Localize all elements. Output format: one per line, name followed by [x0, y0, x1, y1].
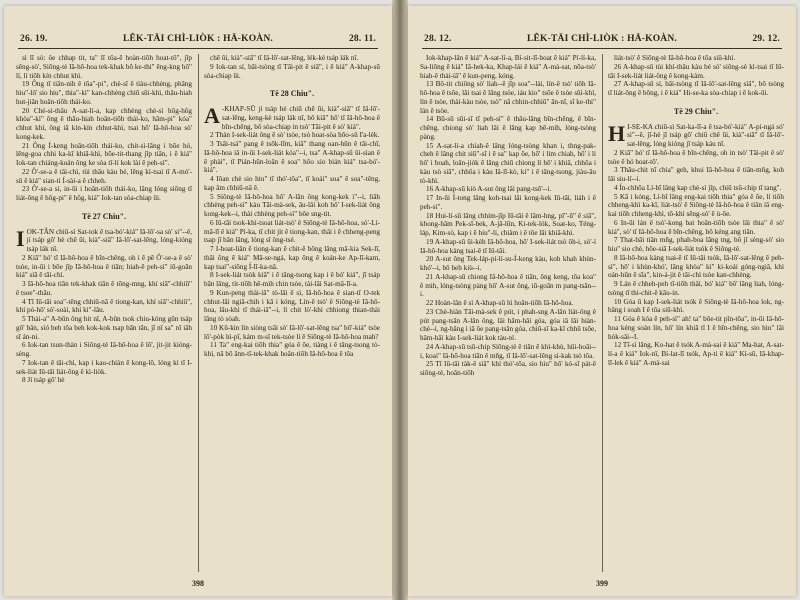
verse-paragraph: 10 Góa ū kap I-sek-liát tsók ê Siōng-tè Iâ-hô-hoa lok, ng-bāng i soah I ê tōa siū-khì.	[608, 297, 784, 315]
verse-paragraph: 25 Tī Iû-tāi tàk-ê siā" khí thó'-tōa, sio hiu" hō' kó-sī pát-ê siōng-tè, hoân-tiōh	[420, 360, 596, 377]
verse-paragraph: 9 Lán ê chheh-peh tī-tiōh thâi, bó' kiá" bô' lâng liah, lóng-tsòng tī thi-chit-ê kâu-in.	[608, 280, 784, 297]
book-gutter	[392, 0, 408, 600]
verse-paragraph: chē ūi, kià"-siā" tī Iâ-lō'-sat-lêng, lék-kè tsáp lák nî.	[210, 54, 359, 62]
verse-paragraph: 4 Tī Iû-tāi soa"-têng chhiū-nâ ê tiong-kan, khí siā"-chhiū", khí pó-hō' sò'-soài, khí ki"-lâu.	[16, 297, 192, 315]
chapter-heading: Tē 28 Chiu".	[269, 89, 315, 99]
verse-paragraph: 9 Iok-tan sí, bāi-tsòng tī Tāi-pit ê siā", i ê kiá" A-khap-sū sòa-chiap ūi.	[204, 62, 380, 80]
right-page	[408, 6, 796, 596]
page-number: 399	[596, 579, 608, 588]
left-page-column-2	[204, 54, 380, 572]
verse-paragraph: liát-tsò' ê Siōng-tè Iâ-hô-hoa ê tōa siū-khì.	[614, 54, 736, 62]
verse-paragraph: 12 Tī-sì lâng, Ko-hat ê tsók A-mà-sai ê kiá" Ma-hat, A-sat-lí-a ê kiá" Iok-nî, Bí-lat-lī tsók, Ap-ti ê kiá" Kì-sū, Iâ-khap-lī-lek ê kiá" A-mà-sai	[608, 341, 784, 367]
verse-paragraph: sì lī sò: ôe chhap tit, ta" lī tôa-ê hoàn-tiōh hoat-tō", jîp sêng-sò', Siōng-tè Iâ-hô-hoa tek-khak bô ke-thi" êng-kng hō" lí, lí tiōh kín chhut khì.	[16, 54, 192, 80]
header-ref-right: 28. 11.	[348, 34, 376, 44]
verse-paragraph: 11 Góa ê kóa ê peh-sì" ah! ta" bōe-tit pîn-tōa", in-ūi Iâ-hô-hoa kéng soán lín, hō' lín khiā tī I ê bīn-chêng, sio hiu" lâi hók-sāi--I.	[608, 315, 784, 341]
verse-paragraph: 2 Kiā" hó' tī Iâ-hô-hoa ê bīn-chêng, oh i ê pē Ô'-se-a ê sò' tsòe, in-ūi i bōe jīp Iâ-hô-hoa ê tiān; hiah-ê peh-sì" iū-goān kiá" siā ê tāi-chì.	[16, 253, 192, 280]
verse-paragraph: 5 Siōng-tè Iâ-hô-hoa hō' A-lân ông kong-kek i"--i, liâh chhèng peh-sì" kàu Tāi-mà-sek, āu-lâi koh hō' I-sek-liát ông kong-kek--i, thài chhèng peh-sì" bōe sng-tit.	[204, 192, 380, 218]
verse-paragraph: 14 Bû-sū sūi-sī tī peh-sì" ê thâu-lâng bīn-chêng, ê bīn-chêng, chiong sò' liah lâi ê lâng kap bē-mih, lóng-tsòng pàng.	[420, 115, 596, 141]
chapter-heading: Tē 27 Chiu".	[81, 211, 127, 221]
verse-paragraph: I-SE-KA chiū-sì Sat-ka-lī-a ê tsa-bó'-kiá" A-pi-ngá só' si"--ê, jī-hè jī tsáp gō' chiū chē ūi, kià"-siā" tī Iâ-lō'-sat-lêng, lóng kióng jī tsáp káu nî.	[627, 122, 784, 148]
verse-paragraph: 13 Bô-tit chiōng sò' liah--ê jîp soa"--lài, lín-ê tsò' tiōh Iâ-hô-hoa ê tsōe, lâi tsai ê lâng tsòe, iáu kio" tsōe ê tsòe sūi-khì, lín ê tsòe, thài-kàu tsòe, tsò" nā chhin-chhiū" ān-nī, sī ke-thi" lán ê tsòe.	[420, 80, 596, 115]
verse-paragraph: 20 A-sut ông Tek-láp-pí-lí-su-Í-keng kàu, koh khah khùn-khó'--i, bô beh kiù--i.	[420, 255, 596, 272]
verse-paragraph: 24 A-khap-sū tsū-chip Siōng-tè ê tiān ê khì-khù, hūi-hoāi--i, koai" Iâ-hô-hoa tiān ê mn̂g, tī Iâ-lō'-sat-lêng sì-kak tsò tōa.	[420, 342, 596, 360]
right-page-column-2	[608, 54, 784, 572]
verse-paragraph: 9 Kun-peng thài-iā" tò-lâi ê sì, Iâ-hô-hoa ê sian-tī O-tek chhut-lâi ngiâ-chih i kā i kóng, Lín-ê tsò' ê Siōng-tè Iâ-hô-hoa, lâu-khì tī thái-iā"--i, lí chit lò'-khì chhiong thian-thài lâng tò sòah.	[204, 288, 380, 323]
verse-paragraph: 19 A-khap-sū ūi-kèh Iâ-hô-hoa, hō' I-sek-liát tsò ōh-i, sò'-ì Iâ-hô-hoa kàng tsai-ē tī Iû-tāi.	[420, 237, 596, 255]
verse-paragraph: 15 A-sat-lí-a chiah-ê lâng lóng-tsòng khan i, thng-pak-cheh ê lâng chit siū"-sī i ê sa" kap ōe, hō' i lim chiah, hō' i li hō' i boah, loân-jiók ê lâng chiū chiong lí hō' i khiâ, chhōa i kàu tsò siā", chhōa i kàu Iâ-lī-kò, ki" i ê tāng-tsong, jiàu-āu tò-khì.	[420, 141, 596, 185]
page-number: 398	[192, 579, 204, 588]
left-page-header	[18, 32, 378, 49]
drop-cap: I	[16, 225, 25, 251]
verse-paragraph: 5 Kā i kóng, Lí-bī lâng eng-kai tiōh thia" góa ê ōe, lí tiōh chheng-khì ka-kī, liát-tsò' ê Siōng-tè Iâ-hô-hoa ê tiān iā eng-kai tiōh chheng-khì, tō-khì sêng-sò' ê ù-ōe.	[608, 192, 784, 218]
verse-paragraph: 6 In-ūi lán ê tsò'-kong bat hoân-tiōh tsòe lâi thia" ê sò' kiá", sò' tī Iâ-hô-hoa ê bīn-chêng, bô kéng ang tiān.	[608, 218, 784, 236]
verse-paragraph: Iok-khap-lân ê kiá" A-sat-lí-a, Bí-sit-lī-boat ê kiá" Pí-lí-ka, Sa-liōng ê kiá" Iâ-hek-ka, Khap-lái ê kiá" A-mà-sat, nōa-tsò' hiah-ê thài-iā" ê kun-peng, kóng.	[420, 54, 596, 80]
verse-paragraph: 5 Thài-a" A-bûn ông hit nî, A-bûn tsok chiu-kóng gūn tsáp gō' bān, sió beh tōa beh kok-kok tsap bān tān, jī nî sa" nî iāh sī án-ni.	[16, 315, 192, 341]
right-page-header	[422, 32, 782, 49]
verse-paragraph: 2 Thàn I-sek-liát ông ê sò' tsòe, tsò hoat-sòa hōo-sū I'a-lèk.	[210, 131, 380, 140]
verse-paragraph: 17 In-ūi Í-tong lâng koh-tsai lâi kong-kek Iû-tāi, liáh i ê peh-sì".	[420, 194, 596, 211]
header-ref-left: 26. 19.	[20, 34, 48, 44]
verse-paragraph: 7 That-bāi tiān mn̂g, phah-boa lāng tng, bô jī sèng-sò' sio hiu" sio chè, hōe-siā I-sek-liát tsók ê Siōng-tè.	[608, 236, 784, 253]
column-rule	[198, 54, 199, 572]
verse-paragraph: 23 Chè-hiàn Tāi-mà-sek ê pút, i phah-sng A-lân liát-ông ê pút pang-tsān A-lân ông, lâi hām-hāi góa, góa iā lâi hiàn-chè--i, ng-bāng i iā ōe pang-tsān góa, chiū-sī ka-kī chhū tsōe, hām-hāi kàu I-sek-liát kok tàu-té.	[420, 307, 596, 342]
verse-paragraph: -KHAP-SŪ jí tsáp hè chiū chē ūi, kià"-siā" tī Iâ-lō'-sat-lêng, keng-kè tsáp lák nî, bô kiâ" hō' tī Iâ-hô-hoa ê bīn-chêng, bô sòa-chiap in tsò' Tāi-pit ê sò' kià".	[221, 105, 380, 131]
left-page-column-1	[16, 54, 192, 572]
verse-paragraph: 3 Iâ-hô-hoa tiān tek-khak tiān ê tōng-mng, khí siā"-chhiū" ê tsoe"-thâu.	[16, 280, 192, 297]
drop-cap: A	[204, 103, 220, 128]
verse-paragraph: 8 Iâ-hô-hoa kàng tsai-ē tī Iû-tāi tsók, Iâ-lō'-sat-lêng ê peh-sì", hō' i khùn-khó', lâng khòa" kì" ki-koái góng-ngiâ, khì oán-hūn ê sīa", kin-á-jit ê tāi-chì tsòe kan-chhèng.	[608, 253, 784, 280]
verse-paragraph: 6 Iok-tan tsun-thàn i Siōng-tè Iâ-hô-hoa ê lō', jit-jit kióng-sèng.	[16, 341, 192, 358]
verse-paragraph: 8 Jí tsáp gō' hè	[22, 376, 65, 385]
verse-paragraph: 3 Thâu-chit nî chia" geh, khui Iâ-hô-hoa ê tiān-mn̂g, koh lâi siu-lí--i.	[608, 166, 784, 183]
verse-paragraph: 23 Ô'-se-a sí, in-ūi i hoân-tiōh thái-ko, lâng lóng siōng tī liát-ông ê hōg-pi" ê hōg, kiá" Iok-tan sòa-chiap ūi.	[16, 185, 192, 202]
verse-paragraph: 22 Hoàn-lân ê sì A-khap-sū lú hoân-tiōh Iâ-hô-hoa.	[426, 299, 574, 307]
verse-paragraph: 18 Hui-lí-sū lâng chhim-jīp Iû-tāi ê lâm-hng, pî"-ū" ê siā", khong-hām Pek-sī-bek, A-jā-lūn, Ki-tek-lók, Soat-ko, Téng-láp, Kim-sò, kap i ê hiu"-lí, chiàm i ê tōe lâi khiā-khì.	[420, 211, 596, 237]
verse-paragraph: 6 Iû-tāi tsok-khì-tsoat liát-tsò' ê Siōng-tè Iâ-hô-hoa, sò'-Lí-mā-lī ê kiá" Pi-ka, tī chit jit ê tiong-kan, thâi i ê chheng-peng tsap jī bān lâng, lóng sī ông-tsé.	[204, 218, 380, 245]
header-ref-right: 29. 12.	[752, 34, 780, 44]
running-title: LÊK-TĀI CHÌ-LIÒK : HĀ-KOÀN.	[122, 34, 274, 44]
verse-paragraph: 19 Ông tī tiān-nih ê tōa"-pi", chè-sī ê tiàu-chhèng, phâng hiu"-lô' sio hiu", thia"-kì" kan-chhèng chiū sūi-khì, thâu-hiah hut-jiân hoân-tiōh thái-ko.	[16, 80, 192, 106]
verse-paragraph: 10 Kū-kin lín siòng tsāi sò' Iâ-lō'-sat-lêng tsa" bō'-kiá" tsòe lô'-pòk lú-pī, kám m-sī tek-tsòe lí ê Siōng-tè Iâ-hô-hoa mah?	[204, 323, 380, 341]
column-rule	[602, 54, 603, 572]
verse-paragraph: 8 I-sek-liát tsòk kiâ" i ê tāng-tsong kap i ê bó' kiá", jī tsáp bān lâng, tit-tiōh hē-mih chin tsòe, tài-lâi Sat-mâ-lī-a.	[204, 271, 380, 288]
left-page	[4, 6, 392, 596]
drop-cap: H	[608, 120, 626, 146]
verse-paragraph: 7 I-hoat-liân ê tiong-kan ê chit-ê bōng lâng mâ-kia Sek-lī, thâi ông ê kiá" Mâ-se-ngá, kap ông ê koán-ke Ap-lī-kam, kap tsai"-siōng Í-lī-ka-nâ.	[204, 245, 380, 271]
verse-paragraph: 4 Iôan chè sio hiu" tī thó'-tōa", tī koái" soa" ē soa"-têng, kap âm chhiū-nâ ē.	[204, 175, 380, 192]
header-ref-left: 28. 12.	[424, 34, 452, 44]
verse-paragraph: 22 Ô'-se-a ê tāi-chì, tùi thâu kàu bé, lêng kì-tsai tī A-mò'-sū ê kiá" sian-ti Í-sài-a ê chheh.	[16, 167, 192, 185]
verse-paragraph: 3 Tsāi-tsá" pang ê tsōk-līm, kiâ" thang oan-hūn ê tāi-chī, Iâ-hô-hoa iā in-ūi I-sek-liát kóa"--i, tsa" A-khap-sū ûi-sian ê ê phài", tī Pián-hûn-loân ê soa" hōo sio bián kiá" tsa-bó'-kiá".	[204, 140, 380, 175]
verse-paragraph: 4 Ín-chhōa Lí-bī lâng kap chè-sì jīp, chiū tsū-chip tī tang".	[614, 183, 782, 192]
chapter-heading: Tē 29 Chiu".	[673, 106, 719, 116]
verse-paragraph: 27 A-khap-sū sí, bāi-tsòng tī Iâ-lō'-sat-lêng siā", bô tsòng tī liát-ông ê bōng, i ê kiá" Hi-se-ka sòa-chiap i ê kok-ūi.	[608, 80, 784, 97]
verse-paragraph: 11 Ta" eng-kai tiōh thia" góa ê ōe, tiàng i ê tāng-tsong tò-khì, nā bô ânn-tī-tek-khak hoân-tiōh Iâ-hô-hoa ê tōa	[204, 341, 380, 358]
verse-paragraph: 21 Ông Í-keng hoân-tiōh thái-ko, chit-sì-lâng i bōe hó, lêng-goa chhi ka-kī khiā-khì, bōe-tit-thang jîp tiān, i ê kiá" Iok-tan chiáng-koán ông ke sòa tī-lí kok lài ê peh-sì".	[16, 141, 192, 167]
verse-paragraph: 7 Iok-tan ê tāi-chì, kap i kau-chiàn ê kong-lô, lóng kì tī I-sek-liát Iû-tāi liát-ông ê kì-liòk.	[16, 358, 192, 376]
verse-paragraph: 2 Kiā" hó' tī Iâ-hô-hoa ê bīn-chêng, oh in tsò' Tāi-pit ê sò' tsòe ê hó hoat-tō'.	[608, 148, 784, 166]
verse-paragraph: 16 A-khap-sū kiò A-sut ông lâi pang-tsō'--i.	[426, 185, 552, 194]
verse-paragraph: 20 Chè-si-thâu A-sat-lí-a, kap chhèng chè-sì hōg-hōg khòa"-kì" ông ê thâu-hiah hoân-tiōh thái-ko, hām-pi" kóa" chhut khì, ông iā kín-kín chhut-khì, tsai hō' Iâ-hô-hoa sò' kong-kek.	[16, 106, 192, 141]
verse-paragraph: 21 A-khap-sū chiong Iâ-hô-hoa ê tiān, ông keng, tōa koa" ê mih, lóng-tsòng pàng hō' A-sut ông, iū-goān m pang-tsān--i.	[420, 272, 596, 299]
running-title: LÊK-TĀI CHÌ-LIÒK : HĀ-KOÀN.	[526, 34, 678, 44]
verse-paragraph: 26 A-khap-sū tùi khí-thâu kàu bé só' siông-sè kì-tsai tī Iû-tāi I-sek-liát liát-ông ê kong-kàm.	[608, 62, 784, 80]
right-page-column-1	[420, 54, 596, 572]
verse-paragraph: OK-TÂN chiū-sì Sat-tok ê tsa-bó'-kiá" Iâ-lō'-sa sò' si"--ê, jí tsáp gō' hè chē ūi, kià"-siā" Iâ-lō'-sat-lêng, lóng-kióng tsáp lák nî.	[26, 227, 192, 253]
